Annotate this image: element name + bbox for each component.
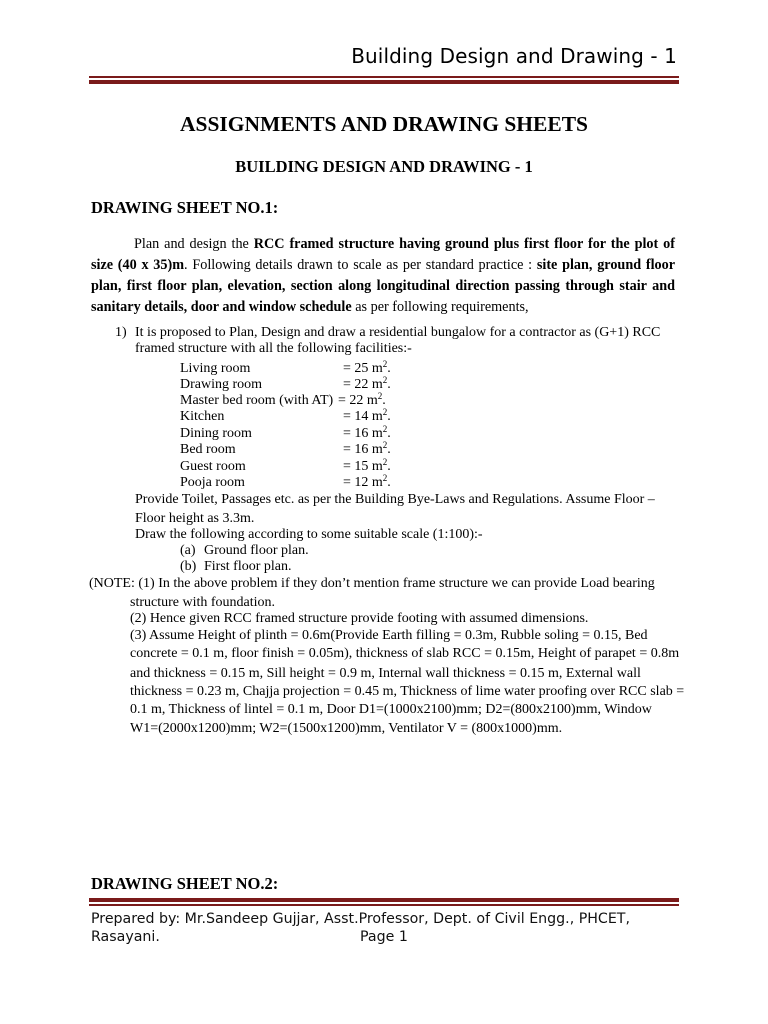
draw-item (180, 543, 309, 559)
page-footer (91, 910, 681, 946)
footer-location: Rasayani. (91, 929, 160, 945)
room-area: = 22 $m^2$. (338, 391, 386, 408)
draw-item-mark: (b) (180, 559, 197, 574)
room-area: = 15 $m^2$. (343, 457, 391, 474)
room-area: = 12 $m^2$. (343, 473, 391, 490)
room-name: Pooja room (180, 475, 245, 490)
item-text: It is proposed to Plan, Design and draw a residential bungalow for a contractor as (G+1) RCC framed structure with all the following facilities:- (135, 325, 661, 357)
room-area: = 22 $m^2$. (343, 375, 391, 392)
note-line: (3) Assume Height of plinth = 0.6m(Provide Earth filling = 0.3m, Rubble soling = 0.15, Bed (130, 628, 648, 643)
draw-item-text: Ground floor plan. (204, 543, 309, 558)
room-area: = 25 $m^2$. (343, 359, 391, 376)
note-line: concrete = 0.1 m, floor finish = 0.05m), thickness of slab RCC = 0.15m, Height of parapet = 0.8m (130, 646, 680, 661)
room-name: Living room (180, 361, 251, 376)
room-name: Drawing room (180, 377, 263, 392)
draw-item-mark: (a) (180, 543, 196, 558)
note-line: W1=(2000x1200)mm; W2=(1500x1200)mm, Ventilator V = (800x1000)mm. (130, 721, 563, 736)
note-line: structure with foundation. (130, 595, 276, 610)
intro-run: Plan and design the (134, 236, 254, 252)
document-title: ASSIGNMENTS AND DRAWING SHEETS (179, 112, 588, 136)
draw-item-text: First floor plan. (204, 559, 292, 574)
room-name: Master bed room (with AT) (180, 393, 334, 408)
note-line: (2) Hence given RCC framed structure provide footing with assumed dimensions. (130, 611, 589, 626)
footer-rule-thin (89, 904, 679, 906)
sheet1-heading: DRAWING SHEET NO.1: (91, 198, 279, 217)
sheet1-intro-paragraph (91, 234, 675, 318)
document-subtitle: BUILDING DESIGN AND DRAWING - 1 (235, 157, 533, 176)
footer-line2 (91, 928, 681, 946)
footer-rule-thick (89, 898, 679, 902)
page-number: Page 1 (360, 929, 408, 945)
note-line: and thickness = 0.15 m, Sill height = 0.9 m, Internal wall thickness = 0.15 m, External wall (130, 666, 641, 681)
intro-run: . Following details drawn to scale as per standard practice : (184, 257, 537, 273)
room-area: = 16 $m^2$. (343, 424, 391, 441)
note-line: (NOTE: (1) In the above problem if they don’t mention frame structure we can provide Load bearing (89, 576, 655, 591)
provide-line: Floor height as 3.3m. (135, 511, 255, 526)
room-area: = 16 $m^2$. (343, 440, 391, 457)
room-name: Kitchen (180, 409, 225, 424)
room-area: = 14 $m^2$. (343, 407, 391, 424)
running-header-title: Building Design and Drawing - 1 (351, 44, 677, 68)
footer-prepared-by: Prepared by: Mr.Sandeep Gujjar, Asst.Professor, Dept. of Civil Engg., PHCET, (91, 911, 630, 927)
header-rule-thick (89, 80, 679, 84)
intro-run: as per following requirements, (351, 299, 529, 315)
room-name: Bed room (180, 442, 236, 457)
draw-item (180, 559, 292, 575)
room-name: Guest room (180, 459, 246, 474)
room-name: Dining room (180, 426, 252, 441)
header-rule-thin (89, 76, 679, 78)
intro-run-bold: RCC framed structure having ground plus first floor for the plot of size (40 x 35)m (91, 236, 675, 273)
provide-line: Provide Toilet, Passages etc. as per the Building Bye-Laws and Regulations. Assume Floor – (135, 492, 655, 507)
item-number: 1) (115, 325, 127, 340)
note-line: thickness = 0.23 m, Chajja projection = 0.45 m, Thickness of lime water proofing over RCC slab = (130, 684, 685, 699)
draw-instruction: Draw the following according to some suitable scale (1:100):- (135, 527, 483, 542)
note-line: 0.1 m, Thickness of lintel = 0.1 m, Door D1=(1000x2100)mm; D2=(800x2100)mm, Window (130, 702, 652, 717)
intro-run-bold: site plan, ground floor plan, first floor plan, elevation, section along longitudinal direction passing through stair and sanitary details, door and window schedule (91, 257, 675, 315)
sheet2-heading: DRAWING SHEET NO.2: (91, 874, 279, 893)
